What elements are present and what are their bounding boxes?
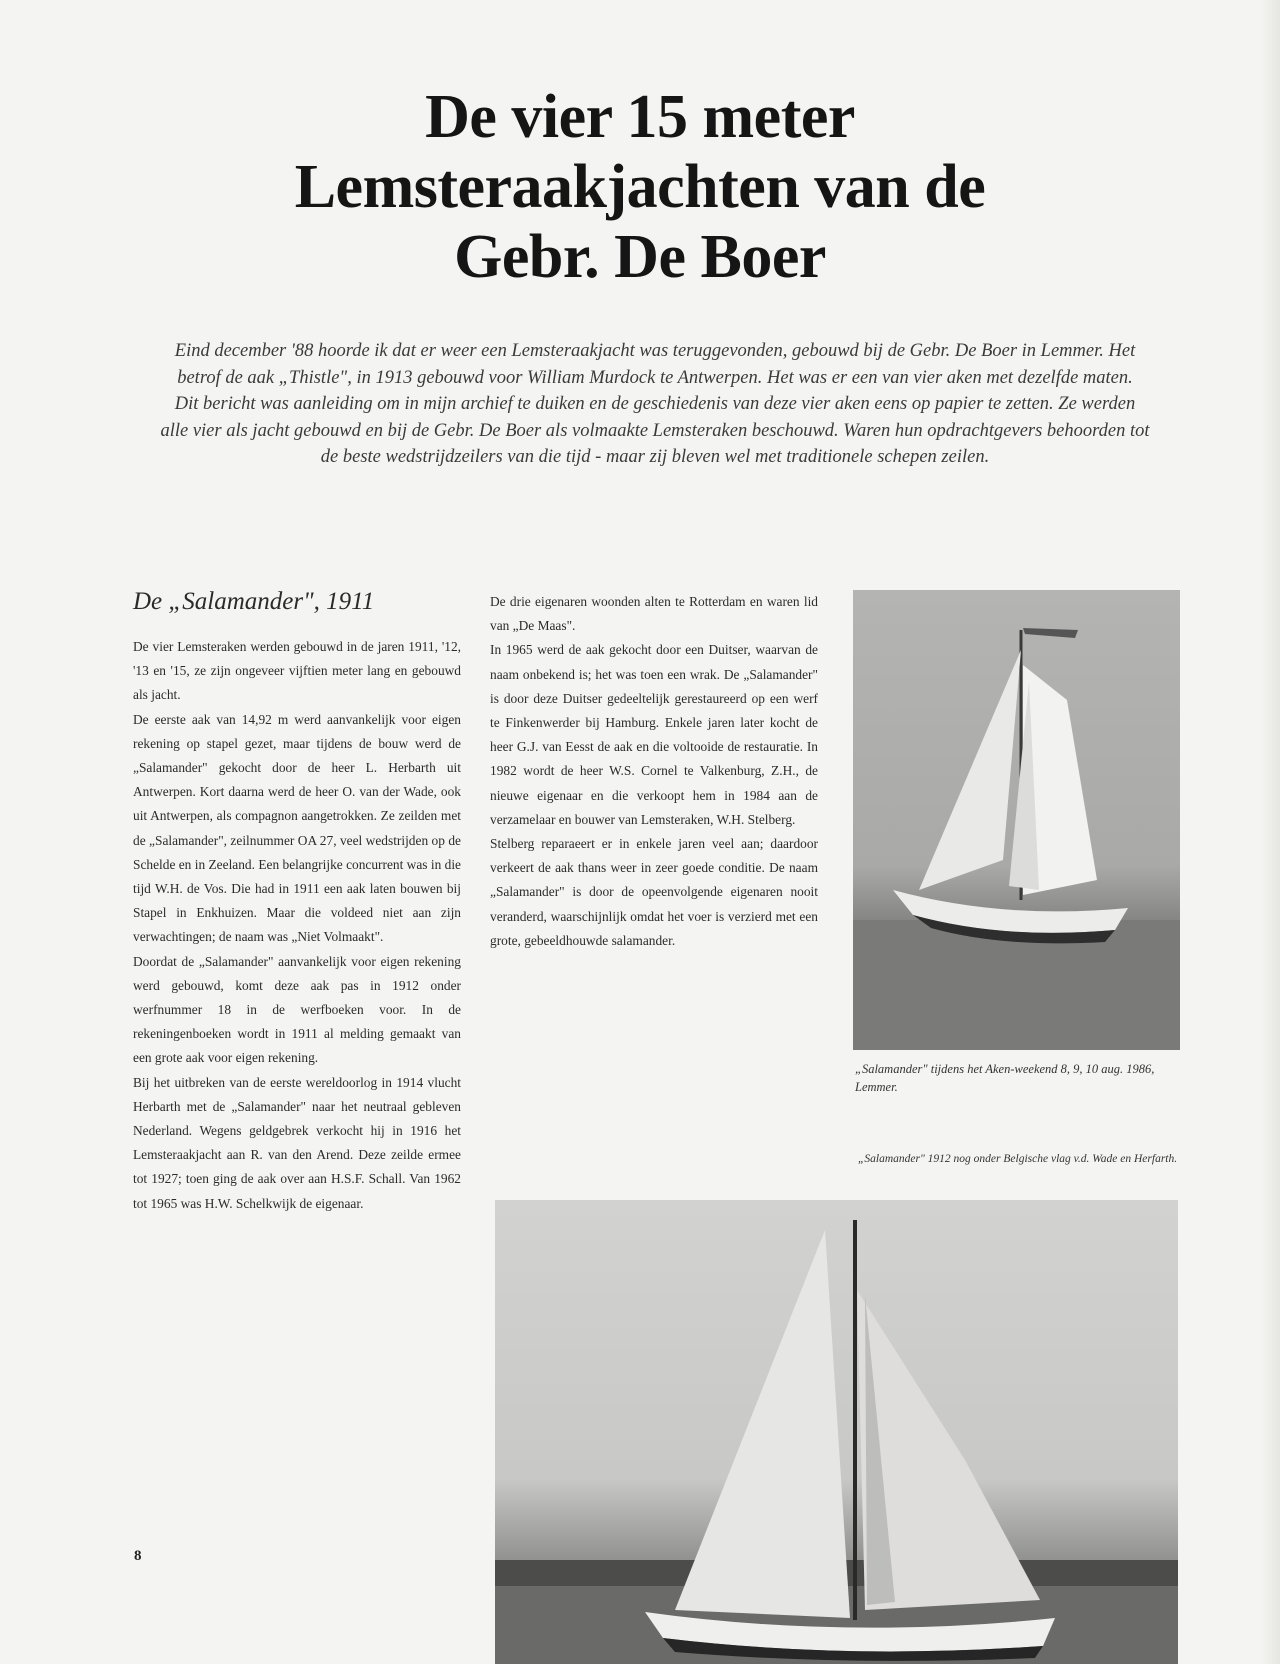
page-number: 8: [134, 1548, 142, 1564]
sailing-photo-bottom: [495, 1200, 1178, 1664]
body-paragraph: Bij het uitbreken van de eerste wereldoorlog in 1914 vlucht Herbarth met de „Salamander" naar het neutraal gebleven Nederland. Wegens geldgebrek verkocht hij in 1916 het Lemsteraakjacht aan R. van den Arend. Deze zeilde ermee tot 1927; toen ging de aak over aan H.S.F. Schall. Van 1962 tot 1965 was H.W. Schelkwijk de eigenaar.: [133, 1074, 461, 1211]
title-line: Gebr. De Boer: [454, 223, 826, 291]
page-edge: [1260, 0, 1280, 1664]
body-paragraph: In 1965 werd de aak gekocht door een Duitser, waarvan de naam onbekend is; het was toen een wrak. De „Salamander" is door deze Duitser gedeeltelijk gerestaureerd op een werf te Finkenwerder bij Hamburg. Enkele jaren later kocht de heer G.J. van Eesst de aak en die voltooide de restauratie. In 1982 wordt de heer W.S. Cornel te Valkenburg, Z.H., de nieuwe eigenaar en die verkoopt hem in 1984 aan de verzamelaar en bouwer van Lemsteraken, W.H. Stelberg.: [490, 642, 818, 827]
intro-lead: [160, 338, 1150, 471]
section-heading: De „Salamander", 1911: [133, 588, 375, 615]
body-paragraph: Doordat de „Salamander" aanvankelijk voor eigen rekening werd gebouwd, komt deze aak pas in 1912 onder werfnummer 18 in de werfboeken voor. In de rekeningenboeken wordt in 1911 al melding gemaakt van een grote aak voor eigen rekening.: [133, 953, 461, 1066]
text-column-1: [133, 635, 461, 1216]
photo-caption-bottom: „Salamander" 1912 nog onder Belgische vlag v.d. Wade en Herfarth.: [858, 1153, 1178, 1165]
sailboat-illustration: [853, 590, 1180, 1050]
intro-paragraph: Dit bericht was aanleiding om in mijn archief te duiken en de geschiedenis van deze vier aken eens op papier te zetten. Ze werden alle vier als jacht gebouwd en bij de Gebr. De Boer als volmaakte Lemsteraken beschouwd. Waren hun opdrachtgevers behoorden tot de beste wedstrijdzeilers van die tijd - maar zij bleven wel met traditionele schepen zeilen.: [160, 394, 1150, 467]
title-line: Lemsteraakjachten van de: [294, 153, 986, 221]
body-paragraph: Stelberg reparaeert er in enkele jaren veel aan; daardoor verkeert de aak thans weer in zeer goede conditie. De naam „Salamander" is door de opeenvolgende eigenaren nooit veranderd, waarschijnlijk omdat het voer is verzierd met een grote, gebeeldhouwde salamander.: [490, 836, 818, 948]
text-column-2: [490, 590, 818, 953]
body-paragraph: De eerste aak van 14,92 m werd aanvankelijk voor eigen rekening op stapel gezet, maar tijdens de bouw werd de „Salamander" gekocht door de heer L. Herbarth uit Antwerpen. Kort daarna werd de heer O. van der Wade, ook uit Antwerpen, als compagnon aangetrokken. Ze zeilden met de „Salamander", zeilnummer OA 27, veel wedstrijden op de Schelde en in Zeeland. Een belangrijke concurrent was in die tijd W.H. de Vos. Die had in 1911 een aak laten bouwen bij Stapel in Enkhuizen. Maar die voldeed niet aan zijn verwachtingen; de naam was „Niet Volmaakt".: [133, 711, 461, 945]
intro-paragraph: Eind december '88 hoorde ik dat er weer een Lemsteraakjacht was teruggevonden, gebouwd bij de Gebr. De Boer in Lemmer. Het betrof de aak „Thistle", in 1913 gebouwd voor William Murdock te Antwerpen. Het was er een van vier aken met dezelfde maten.: [174, 341, 1136, 388]
article-title: [200, 82, 1080, 292]
body-paragraph: De vier Lemsteraken werden gebouwd in de jaren 1911, '12, '13 en '15, ze zijn ongeveer vijftien meter lang en gebouwd als jacht.: [133, 639, 461, 703]
body-paragraph: De drie eigenaren woonden alten te Rotterdam en waren lid van „De Maas".: [490, 594, 818, 634]
sailboat-illustration: [495, 1200, 1178, 1664]
photo-caption-top: „Salamander" tijdens het Aken-weekend 8, 9, 10 aug. 1986, Lemmer.: [855, 1062, 1155, 1094]
title-line: De vier 15 meter: [425, 83, 855, 151]
sailing-photo-top: [853, 590, 1180, 1050]
